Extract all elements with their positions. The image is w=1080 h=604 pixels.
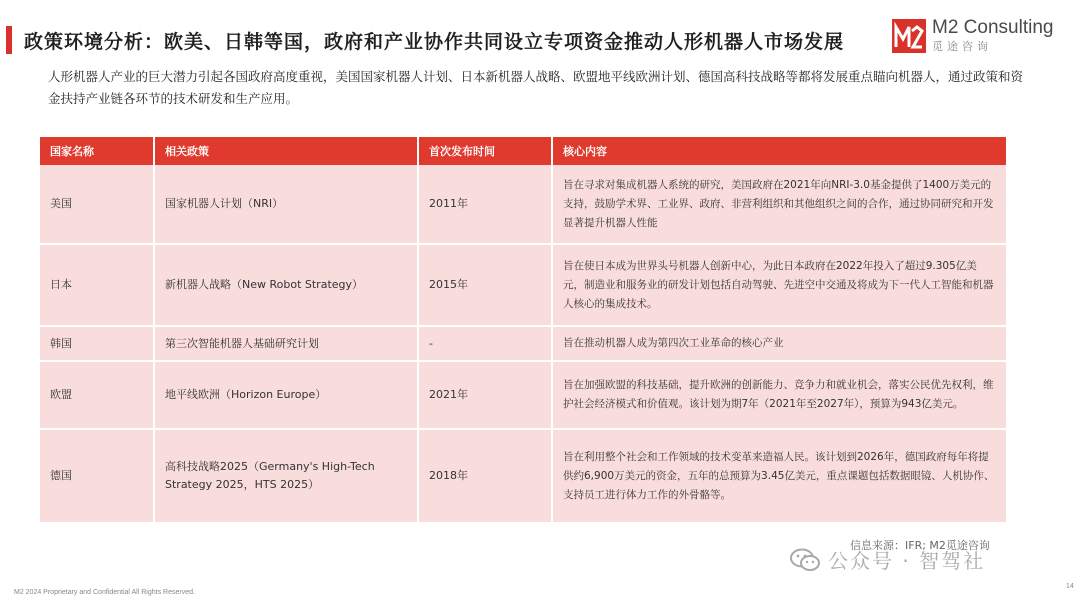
title-bar — [0, 20, 860, 60]
cell-policy: 第三次智能机器人基础研究计划 — [154, 326, 418, 361]
title-accent-bar — [6, 26, 12, 54]
cell-country: 韩国 — [40, 326, 154, 361]
header-country: 国家名称 — [40, 137, 154, 165]
header-date: 首次发布时间 — [418, 137, 552, 165]
cell-policy: 国家机器人计划（NRI） — [154, 165, 418, 244]
cell-policy: 高科技战略2025（Germany's High-Tech Strategy 2025，HTS 2025） — [154, 429, 418, 523]
cell-date: 2021年 — [418, 361, 552, 429]
cell-content: 旨在利用整个社会和工作领域的技术变革来造福人民。该计划到2026年，德国政府每年将提供约6,900万美元的资金，五年的总预算为3.45亿美元，重点课题包括数据眼镜、人机协作、支持员工进行体力工作的外骨骼等。 — [552, 429, 1006, 523]
source-note: 信息来源：IFR; M2觅途咨询 — [850, 539, 990, 552]
header-content: 核心内容 — [552, 137, 1006, 165]
watermark-text: 公众号 · 智驾社 — [828, 549, 986, 573]
intro-paragraph: 人形机器人产业的巨大潜力引起各国政府高度重视，美国国家机器人计划、日本新机器人战略、欧盟地平线欧洲计划、德国高科技战略等都将发展重点瞄向机器人，通过政策和资金扶持产业链各环节的技术研发和生产应用。 — [48, 69, 1024, 106]
footer-copyright: M2 2024 Proprietary and Confidential All Rights Reserved. — [14, 589, 195, 596]
logo-name: M2 Consulting — [932, 17, 1054, 38]
m2-logo-icon — [892, 19, 926, 53]
cell-date: - — [418, 326, 552, 361]
table-row — [40, 326, 1006, 361]
cell-country: 德国 — [40, 429, 154, 523]
table-row — [40, 165, 1006, 244]
cell-country: 美国 — [40, 165, 154, 244]
watermark — [790, 545, 985, 574]
table-row — [40, 429, 1006, 523]
cell-policy: 新机器人战略（New Robot Strategy） — [154, 244, 418, 326]
page-title: 政策环境分析：欧美、日韩等国，政府和产业协作共同设立专项资金推动人形机器人市场发展 — [24, 30, 845, 53]
page-number: 14 — [1066, 583, 1074, 590]
table-row — [40, 361, 1006, 429]
cell-date: 2015年 — [418, 244, 552, 326]
table-header-row — [40, 137, 1006, 165]
wechat-icon — [790, 548, 820, 572]
cell-content: 旨在使日本成为世界头号机器人创新中心，为此日本政府在2022年投入了超过9.305亿美元，制造业和服务业的研发计划包括自动驾驶、先进空中交通及将成为下一代人工智能和机器人核心的集成技术。 — [552, 244, 1006, 326]
cell-date: 2011年 — [418, 165, 552, 244]
cell-policy: 地平线欧洲（Horizon Europe） — [154, 361, 418, 429]
company-logo — [892, 14, 1072, 58]
policy-table — [40, 137, 1006, 524]
cell-country: 日本 — [40, 244, 154, 326]
table-row — [40, 244, 1006, 326]
cell-date: 2018年 — [418, 429, 552, 523]
cell-content: 旨在寻求对集成机器人系统的研究，美国政府在2021年向NRI-3.0基金提供了1400万美元的支持，鼓励学术界、工业界、政府、非营利组织和其他组织之间的合作，通过协同研究和开发显著提升机器人性能 — [552, 165, 1006, 244]
cell-content: 旨在加强欧盟的科技基础，提升欧洲的创新能力、竞争力和就业机会，落实公民优先权利，维护社会经济模式和价值观。该计划为期7年（2021年至2027年），预算为943亿美元。 — [552, 361, 1006, 429]
header-policy: 相关政策 — [154, 137, 418, 165]
cell-country: 欧盟 — [40, 361, 154, 429]
cell-content: 旨在推动机器人成为第四次工业革命的核心产业 — [552, 326, 1006, 361]
logo-subtitle: 觅途咨询 — [932, 40, 992, 53]
